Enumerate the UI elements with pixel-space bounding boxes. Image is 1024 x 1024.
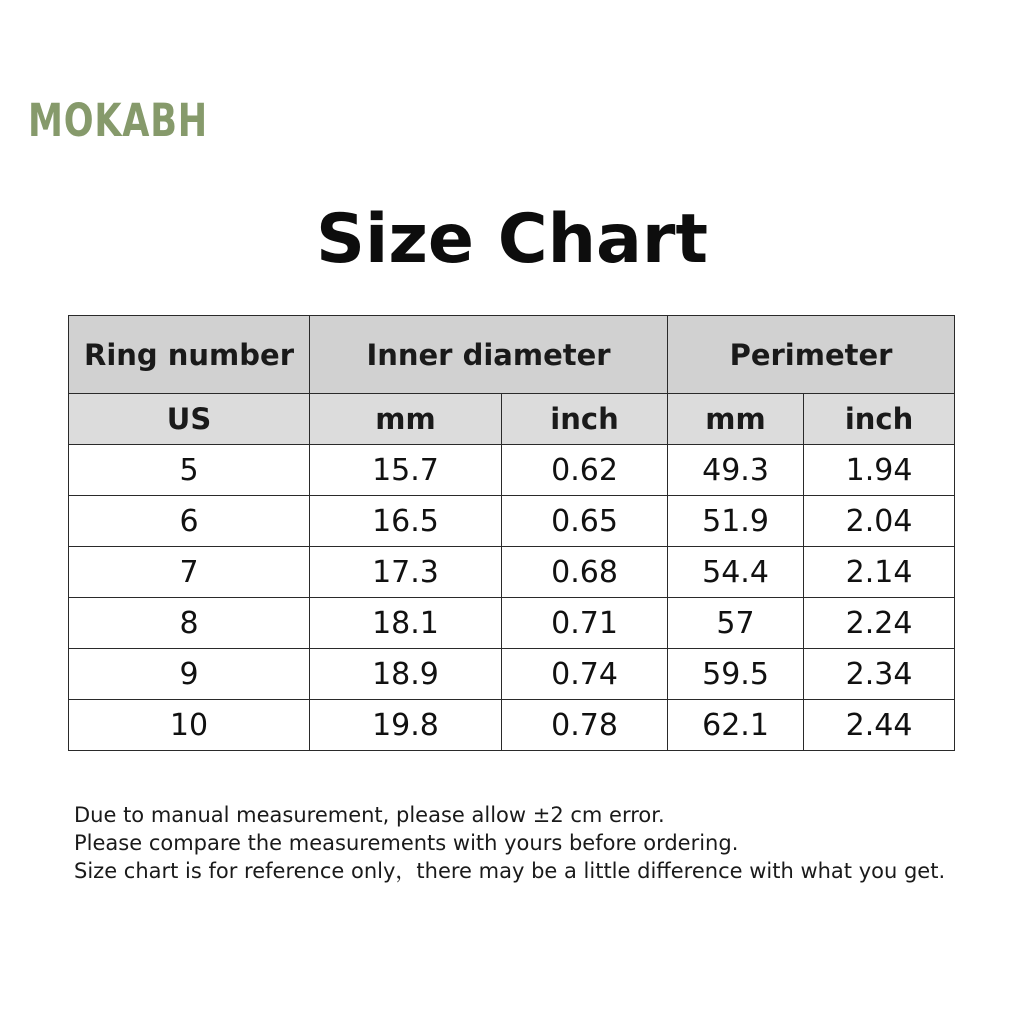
cell-perimeter-inch: 2.24 <box>804 598 955 649</box>
cell-perimeter-inch: 2.34 <box>804 649 955 700</box>
cell-perimeter-inch: 2.44 <box>804 700 955 751</box>
note-line: Please compare the measurements with yours before ordering. <box>74 831 739 855</box>
cell-ring-us: 6 <box>69 496 310 547</box>
cell-inner-inch: 0.78 <box>502 700 668 751</box>
cell-inner-inch: 0.62 <box>502 445 668 496</box>
table-group-header-row <box>69 316 955 394</box>
ring-size-table <box>68 315 955 751</box>
cell-inner-mm: 18.1 <box>310 598 502 649</box>
cell-inner-mm: 17.3 <box>310 547 502 598</box>
cell-perimeter-mm: 59.5 <box>668 649 804 700</box>
header-ring-number: Ring number <box>69 316 310 394</box>
unit-header-perimeter-mm: mm <box>668 394 804 445</box>
table-unit-header-row <box>69 394 955 445</box>
cell-inner-mm: 15.7 <box>310 445 502 496</box>
note-line: Due to manual measurement, please allow ±2 cm error. <box>74 803 665 827</box>
table-row <box>69 598 955 649</box>
cell-perimeter-inch: 2.14 <box>804 547 955 598</box>
note-line: Size chart is for reference only，there may be a little difference with what you get. <box>74 859 946 883</box>
cell-perimeter-mm: 62.1 <box>668 700 804 751</box>
brand-logo: MOKABH <box>28 94 208 147</box>
cell-ring-us: 9 <box>69 649 310 700</box>
cell-perimeter-mm: 51.9 <box>668 496 804 547</box>
cell-ring-us: 5 <box>69 445 310 496</box>
cell-perimeter-mm: 57 <box>668 598 804 649</box>
table-row <box>69 649 955 700</box>
table-row <box>69 496 955 547</box>
unit-header-inner-mm: mm <box>310 394 502 445</box>
header-perimeter: Perimeter <box>668 316 955 394</box>
cell-ring-us: 8 <box>69 598 310 649</box>
cell-perimeter-mm: 49.3 <box>668 445 804 496</box>
table-row <box>69 700 955 751</box>
cell-inner-mm: 16.5 <box>310 496 502 547</box>
cell-inner-inch: 0.74 <box>502 649 668 700</box>
cell-inner-mm: 18.9 <box>310 649 502 700</box>
cell-perimeter-inch: 2.04 <box>804 496 955 547</box>
cell-inner-inch: 0.68 <box>502 547 668 598</box>
cell-inner-mm: 19.8 <box>310 700 502 751</box>
unit-header-us: US <box>69 394 310 445</box>
page-title: Size Chart <box>316 200 708 279</box>
header-inner-diameter: Inner diameter <box>310 316 668 394</box>
cell-perimeter-mm: 54.4 <box>668 547 804 598</box>
cell-ring-us: 7 <box>69 547 310 598</box>
disclaimer-notes <box>74 801 1004 885</box>
cell-ring-us: 10 <box>69 700 310 751</box>
cell-inner-inch: 0.71 <box>502 598 668 649</box>
table-row <box>69 547 955 598</box>
cell-inner-inch: 0.65 <box>502 496 668 547</box>
cell-perimeter-inch: 1.94 <box>804 445 955 496</box>
unit-header-perimeter-inch: inch <box>804 394 955 445</box>
table-row <box>69 445 955 496</box>
unit-header-inner-inch: inch <box>502 394 668 445</box>
